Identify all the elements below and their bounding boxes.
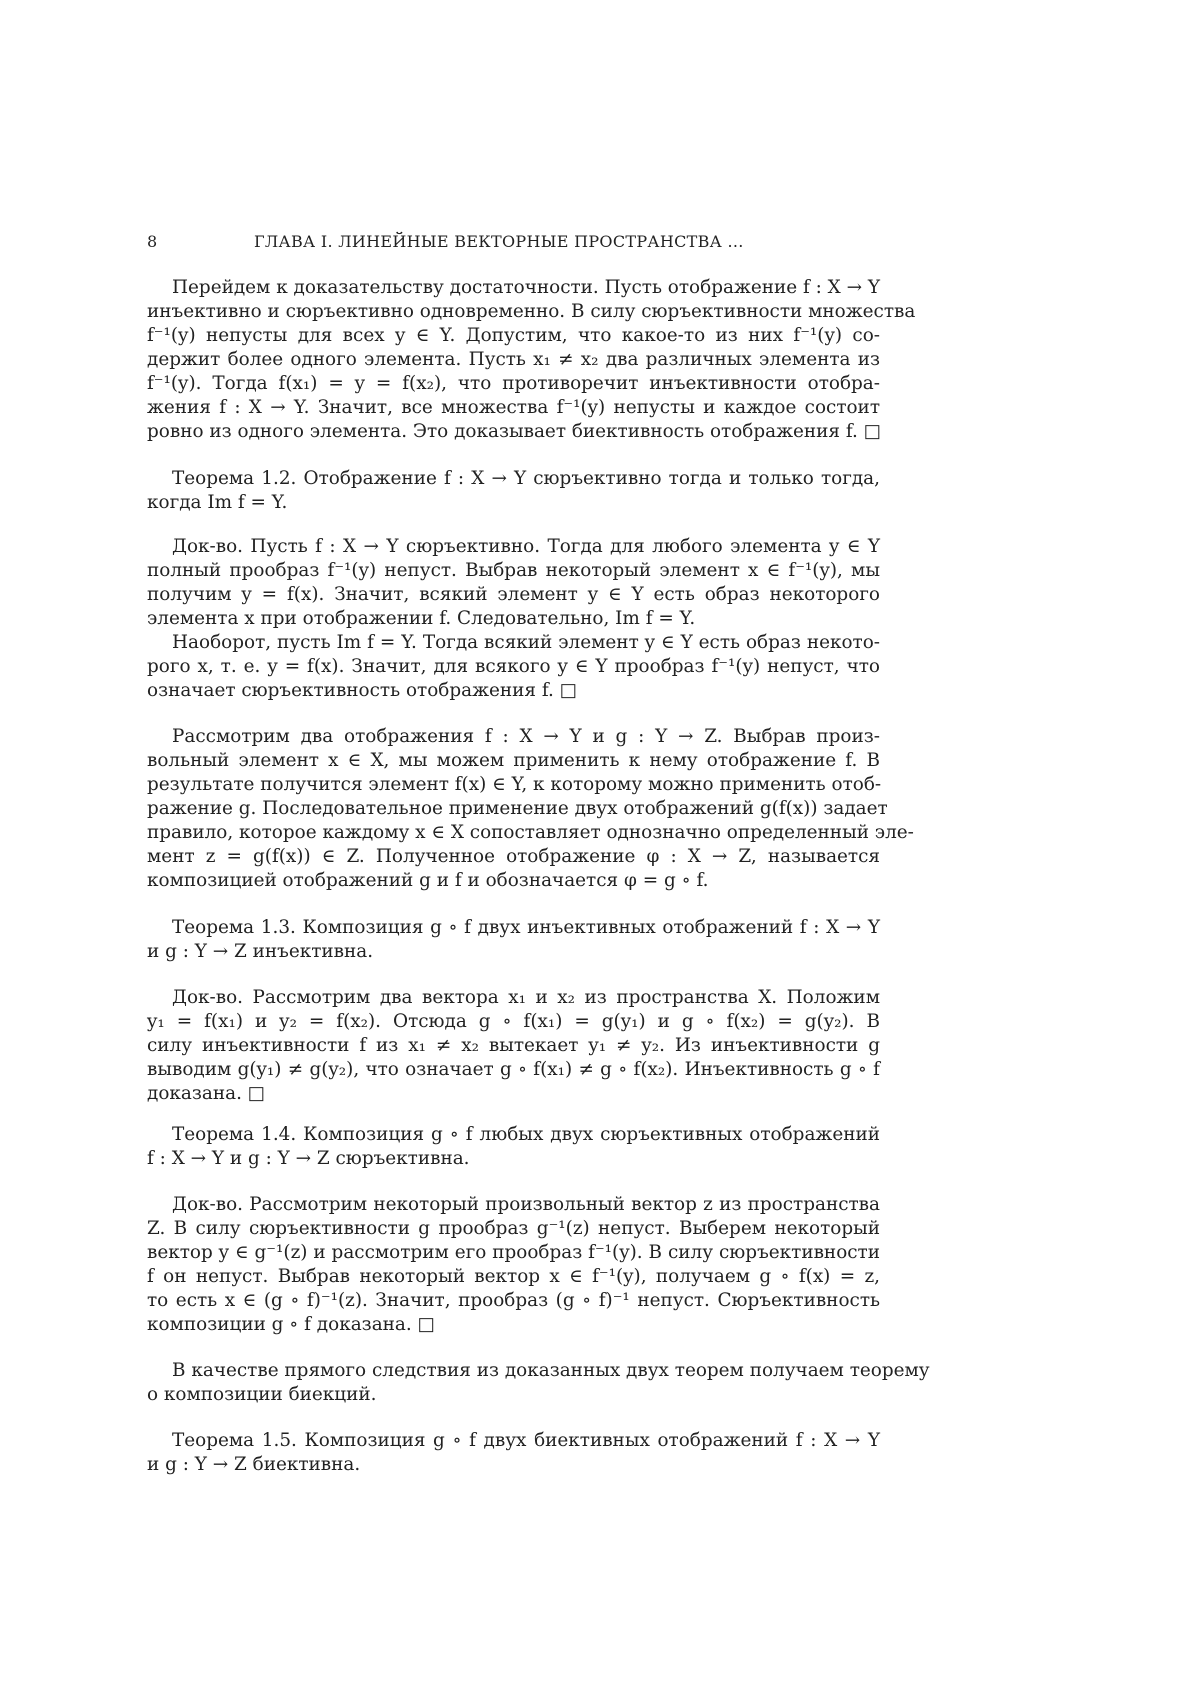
text-line: Док-во. Рассмотрим некоторый произвольный вектор z из пространства [172,1194,880,1215]
text-line: Теорема 1.4. Композиция g ∘ f любых двух сюръективных отображений [172,1124,880,1145]
text-line: композиции g ∘ f доказана. □ [147,1314,435,1335]
page-number: 8 [147,232,158,251]
text-line: силу инъективности f из x₁ ≠ x₂ вытекает y₁ ≠ y₂. Из инъективности g [147,1035,880,1056]
text-line: получим y = f(x). Значит, всякий элемент y ∈ Y есть образ некоторого [147,584,880,605]
text-line: В качестве прямого следствия из доказанных двух теорем получаем теорему [172,1360,930,1381]
text-line: Рассмотрим два отображения f : X → Y и g : Y → Z. Выбрав произ- [172,726,880,747]
text-line: y₁ = f(x₁) и y₂ = f(x₂). Отсюда g ∘ f(x₁) = g(y₁) и g ∘ f(x₂) = g(y₂). В [147,1011,880,1032]
text-line: правило, которое каждому x ∈ X сопоставляет однозначно определенный эле- [147,822,914,843]
text-line: доказана. □ [147,1083,266,1104]
text-line: Наоборот, пусть Im f = Y. Тогда всякий элемент y ∈ Y есть образ некото- [172,632,880,653]
text-line: то есть x ∈ (g ∘ f)⁻¹(z). Значит, прообраз (g ∘ f)⁻¹ непуст. Сюръективность [147,1290,880,1311]
text-line: выводим g(y₁) ≠ g(y₂), что означает g ∘ f(x₁) ≠ g ∘ f(x₂). Инъективность g ∘ f [147,1059,880,1080]
text-line: рого x, т. е. y = f(x). Значит, для всякого y ∈ Y прообраз f⁻¹(y) непуст, что [147,656,880,677]
text-line: элемента x при отображении f. Следовательно, Im f = Y. [147,608,696,629]
text-line: о композиции биекций. [147,1384,377,1405]
text-line: когда Im f = Y. [147,492,288,513]
text-line: и g : Y → Z инъективна. [147,941,374,962]
text-line: мент z = g(f(x)) ∈ Z. Полученное отображение φ : X → Z, называется [147,846,880,867]
text-line: результате получится элемент f(x) ∈ Y, к которому можно применить отоб- [147,774,882,795]
text-line: f : X → Y и g : Y → Z сюръективна. [147,1148,470,1169]
text-line: означает сюръективность отображения f. □ [147,680,578,701]
text-line: f⁻¹(y). Тогда f(x₁) = y = f(x₂), что противоречит инъективности отобра- [147,373,880,394]
text-line: Теорема 1.2. Отображение f : X → Y сюръективно тогда и только тогда, [172,468,880,489]
running-head: ГЛАВА I. ЛИНЕЙНЫЕ ВЕКТОРНЫЕ ПРОСТРАНСТВА ... [254,232,744,251]
text-line: f⁻¹(y) непусты для всех y ∈ Y. Допустим, что какое-то из них f⁻¹(y) со- [147,325,880,346]
text-line: композицией отображений g и f и обозначается φ = g ∘ f. [147,870,709,891]
text-line: инъективно и сюръективно одновременно. В силу сюръективности множества [147,301,916,322]
text-line: ровно из одного элемента. Это доказывает биективность отображения f. □ [147,421,882,442]
text-line: Теорема 1.5. Композиция g ∘ f двух биективных отображений f : X → Y [172,1430,880,1451]
text-line: Док-во. Пусть f : X → Y сюръективно. Тогда для любого элемента y ∈ Y [172,536,880,557]
text-line: Док-во. Рассмотрим два вектора x₁ и x₂ из пространства X. Положим [172,987,880,1008]
text-line: ражение g. Последовательное применение двух отображений g(f(x)) задает [147,798,888,819]
text-line: Перейдем к доказательству достаточности. Пусть отображение f : X → Y [172,277,881,298]
text-line: вектор y ∈ g⁻¹(z) и рассмотрим его прообраз f⁻¹(y). В силу сюръективности [147,1242,880,1263]
text-line: Z. В силу сюръективности g прообраз g⁻¹(z) непуст. Выберем некоторый [147,1218,880,1239]
text-line: Теорема 1.3. Композиция g ∘ f двух инъективных отображений f : X → Y [172,917,880,938]
text-line: f он непуст. Выбрав некоторый вектор x ∈ f⁻¹(y), получаем g ∘ f(x) = z, [147,1266,880,1287]
text-line: и g : Y → Z биективна. [147,1454,361,1475]
text-line: полный прообраз f⁻¹(y) непуст. Выбрав некоторый элемент x ∈ f⁻¹(y), мы [147,560,880,581]
text-line: жения f : X → Y. Значит, все множества f⁻¹(y) непусты и каждое состоит [147,397,880,418]
text-line: вольный элемент x ∈ X, мы можем применить к нему отображение f. В [147,750,880,771]
text-line: держит более одного элемента. Пусть x₁ ≠ x₂ два различных элемента из [147,349,880,370]
